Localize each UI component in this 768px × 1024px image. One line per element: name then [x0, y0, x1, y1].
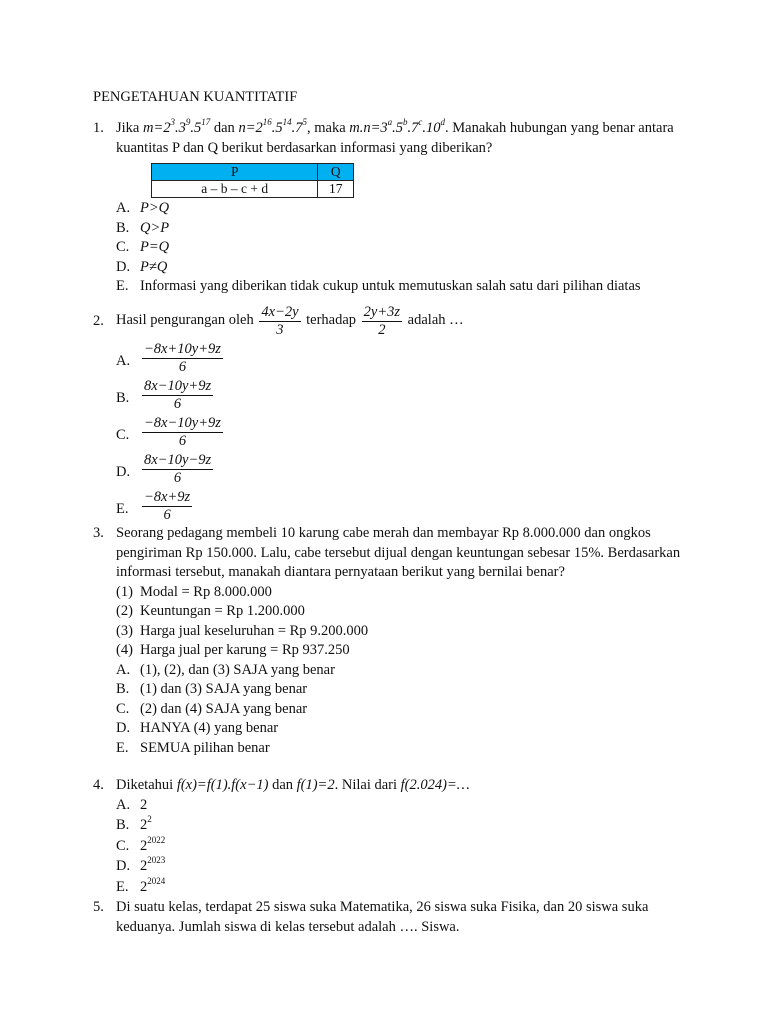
- q2-option-e: E. $\frac{-8x+9z}{6}$: [116, 489, 191, 523]
- question-2: [93, 302, 693, 525]
- q1-option-c: C. P=Q: [116, 239, 170, 255]
- q4-option-e: E. $2^{2024}$: [116, 875, 166, 895]
- pq-table: [151, 163, 354, 198]
- q2-option-d: D. $\frac{8x-10y-9z}{6}$: [116, 452, 212, 486]
- page-title: PENGETAHUAN KUANTITATIF: [93, 89, 298, 105]
- q4-stem: Diketahui f(x)=f(1).f(x−1) dan f(1)=2. Nilai dari f(2.024)=…: [116, 777, 470, 793]
- q3-option-e: E. SEMUA pilihan benar: [116, 739, 270, 756]
- table-cell-q: 17: [318, 181, 354, 198]
- q4-option-c: C. $2^{2022}$: [116, 834, 166, 854]
- q4-option-b: B. $2^2$: [116, 814, 152, 833]
- q3-statement-2: (2) Keuntungan = Rp 1.200.000: [116, 603, 305, 619]
- question-number: 3.: [93, 525, 104, 541]
- q1-dan: dan: [213, 120, 235, 136]
- question-number: 2.: [93, 313, 104, 329]
- q1-mn-expression: $m.n=3^a.5^b.7^c.10^d$: [349, 117, 446, 136]
- question-number: 4.: [93, 777, 104, 793]
- q3-statement-4: (4) Harga jual per karung = Rp 937.250: [116, 642, 350, 658]
- q3-option-c: C. (2) dan (4) SAJA yang benar: [116, 700, 308, 717]
- q1-maka: , maka: [306, 120, 346, 136]
- q2-option-c: C. $\frac{-8x-10y+9z}{6}$: [116, 415, 221, 449]
- table-header-p: P: [152, 164, 318, 181]
- table-cell-p: a – b – c + d: [152, 181, 318, 198]
- q4-option-d: D. $2^{2023}$: [116, 855, 166, 874]
- q5-text: Di suatu kelas, terdapat 25 siswa suka Matematika, 26 siswa suka Fisika, dan 20 siswa suka keduanya. Jumlah siswa di kelas tersebut adalah …. Siswa.: [116, 899, 649, 935]
- question-1: [93, 119, 693, 297]
- question-2-body: [116, 302, 693, 525]
- q4-ask: f(2.024)=…: [400, 777, 470, 793]
- q3-option-d: D. HANYA (4) yang benar: [116, 720, 279, 736]
- q2-fraction-1: $\frac{4x-2y}{3}$: [261, 303, 299, 338]
- table-header-q: Q: [318, 164, 354, 181]
- q2-option-a: A. $\frac{-8x+10y+9z}{6}$: [116, 341, 221, 375]
- q1-intro: Jika: [116, 120, 140, 136]
- q1-option-d: D. P≠Q: [116, 258, 168, 275]
- q1-option-b: B. Q>P: [116, 219, 170, 236]
- question-3: [93, 524, 693, 758]
- question-4: [93, 776, 693, 898]
- q4-function-expression: f(x)=f(1).f(x−1): [176, 777, 269, 793]
- q1-tail: . Manakah hubungan yang benar antara kuantitas P dan Q berikut berdasarkan informasi yang diberikan?: [116, 120, 674, 156]
- q2-fraction-2: $\frac{2y+3z}{2}$: [363, 303, 401, 338]
- q4-condition: f(1)=2: [296, 777, 335, 793]
- q3-text: Seorang pedagang membeli 10 karung cabe merah dan membayar Rp 8.000.000 dan ongkos pengiriman Rp 150.000. Lalu, cabe tersebut dijual dengan keuntungan sebesar 15%. Berdasarkan informasi tersebut, manakah diantara pernyataan berikut yang bernilai benar?: [116, 525, 681, 580]
- q3-statement-1: (1) Modal = Rp 8.000.000: [116, 583, 272, 600]
- question-number: 5.: [93, 899, 104, 915]
- question-number: 1.: [93, 120, 104, 136]
- q1-m-expression: $m=2^3.3^9.5^{17}$: [142, 117, 211, 136]
- q4-option-a: A. 2: [116, 796, 148, 813]
- question-5-body: [116, 898, 693, 937]
- q3-option-b: B. (1) dan (3) SAJA yang benar: [116, 681, 308, 697]
- q3-statement-3: (3) Harga jual keseluruhan = Rp 9.200.000: [116, 622, 369, 639]
- q2-stem: Hasil pengurangan oleh $\frac{4x-2y}{3}$ terhadap $\frac{2y+3z}{2}$ adalah …: [116, 303, 464, 338]
- question-3-body: [116, 524, 693, 758]
- question-1-body: [116, 119, 693, 297]
- q1-option-e: E. Informasi yang diberikan tidak cukup untuk memutuskan salah satu dari pilihan diatas: [116, 278, 641, 294]
- q1-n-expression: $n=2^{16}.5^{14}.7^5$: [238, 117, 307, 136]
- q3-option-a: A. (1), (2), dan (3) SAJA yang benar: [116, 661, 335, 678]
- question-4-body: [116, 776, 693, 898]
- q1-option-a: A. P>Q: [116, 200, 170, 216]
- q2-option-b: B. $\frac{8x-10y+9z}{6}$: [116, 378, 212, 412]
- question-5: [93, 898, 693, 937]
